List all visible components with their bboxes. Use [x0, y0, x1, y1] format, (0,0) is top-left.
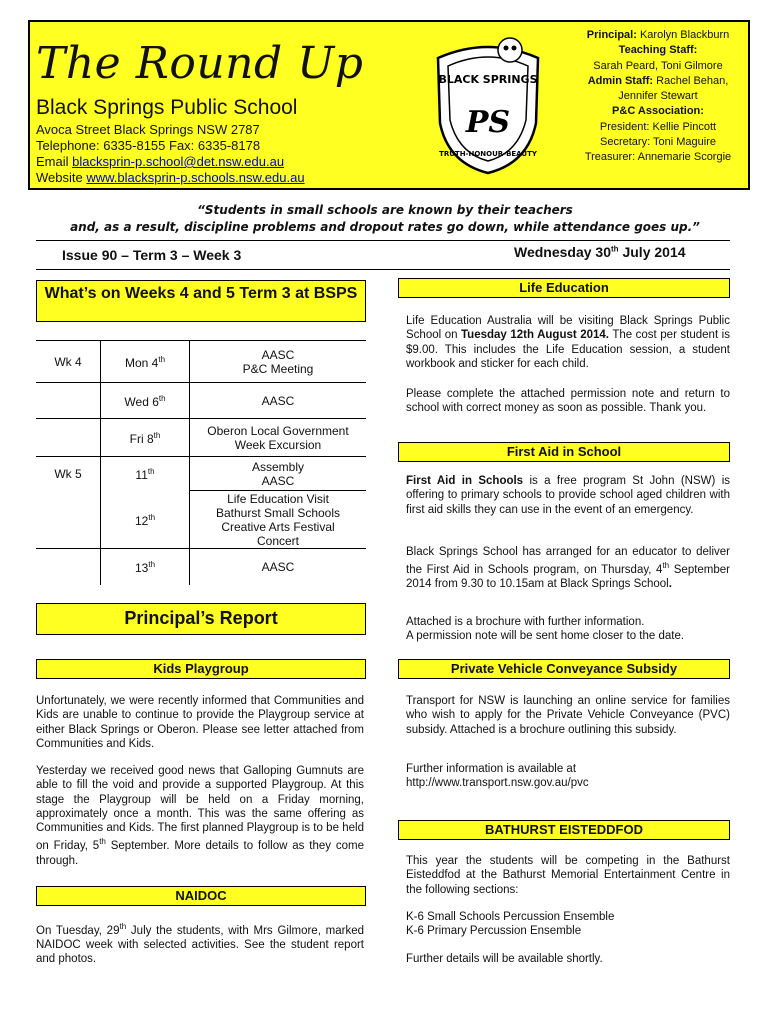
- week-cell: [36, 549, 101, 585]
- first-aid-para-2: Black Springs School has arranged for an educator to deliver the First Aid in Schools program, on Thursday, 4th September 2014 from 9.30 to 10.15am at Black Springs School.: [406, 546, 731, 591]
- events-table: [36, 340, 366, 585]
- event-cell: AASC: [190, 549, 367, 585]
- event-cell: AASC P&C Meeting: [190, 341, 367, 383]
- pc-label: P&C Association:: [612, 105, 704, 118]
- teaching-staff: Sarah Peard, Toni Gilmore: [593, 59, 723, 72]
- school-phone: Telephone: 6335-8155 Fax: 6335-8178: [36, 138, 261, 153]
- life-education-para-2: Please complete the attached permission note and return to school with correct money as soon as possible. Thank you.: [406, 388, 730, 415]
- teaching-label: Teaching Staff:: [618, 44, 698, 57]
- week-cell: Wk 4: [36, 341, 101, 383]
- eisteddfod-item-2: K-6 Primary Percussion Ensemble: [406, 925, 582, 937]
- quote: [40, 202, 730, 236]
- issue-label: Issue 90 – Term 3 – Week 3: [62, 247, 242, 263]
- principal-line: Principal: Karolyn Blackburn: [586, 29, 730, 41]
- school-crest-logo: [418, 28, 558, 178]
- event-cell: Oberon Local Government Week Excursion: [190, 419, 367, 457]
- school-address: Avoca Street Black Springs NSW 2787: [36, 122, 260, 137]
- admin-line: Admin Staff: Rachel Behan, Jennifer Stewart: [587, 74, 729, 103]
- school-website: [36, 170, 305, 186]
- school-email: [36, 154, 284, 170]
- eisteddfod-para-1: This year the students will be competing in the Bathurst Eisteddfod at the Bathurst Memorial Entertainment Centre in the following sections:: [406, 855, 730, 896]
- day-cell: Wed 6th: [101, 383, 190, 419]
- logo-owl-icon: [498, 38, 522, 62]
- table-row: [36, 491, 366, 549]
- eisteddfod-item-1: K-6 Small Schools Percussion Ensemble: [406, 911, 615, 923]
- event-cell: Assembly AASC: [190, 457, 367, 491]
- newsletter-title: The Round Up: [36, 38, 364, 89]
- table-row: [36, 419, 366, 457]
- week-cell: [36, 491, 101, 549]
- pc-treasurer: Treasurer: Annemarie Scorgie: [584, 151, 732, 164]
- eisteddfod-para-2: Further details will be available shortly.: [406, 953, 603, 965]
- first-aid-para-1: First Aid in Schools is a free program St John (NSW) is offering to primary schools to provide school aged children with first aid skills they can use in the event of an emergency.: [406, 475, 730, 516]
- table-row: [36, 549, 366, 585]
- pvc-para-2: Further information is available at: [406, 763, 577, 775]
- event-cell: Life Education Visit Bathurst Small Schools Creative Arts Festival Concert: [190, 491, 367, 549]
- principal-report-heading: Principal’s Report: [36, 603, 366, 635]
- logo-motto: TRUTH-HONOUR-BEAUTY: [439, 150, 537, 158]
- logo-top-text: BLACK SPRINGS: [438, 73, 538, 86]
- quote-line-2: and, as a result, discipline problems and dropout rates go down, while attendance goes up.”: [70, 220, 700, 234]
- pc-secretary: Secretary: Toni Maguire: [600, 136, 716, 149]
- pc-president: President: Kellie Pincott: [599, 120, 717, 133]
- week-cell: Wk 5: [36, 457, 101, 491]
- table-row: [36, 341, 366, 383]
- pvc-heading: Private Vehicle Conveyance Subsidy: [398, 659, 730, 679]
- life-education-para-1: Life Education Australia will be visiting Black Springs Public School on Tuesday 12th August 2014. The cost per student is $9.00. This includes the Life Education session, a student workbook and sticker for each child.: [406, 315, 730, 370]
- email-label: Email: [36, 154, 73, 169]
- day-cell: 13th: [101, 549, 190, 585]
- naidoc-para: On Tuesday, 29th July the students, with Mrs Gilmore, marked NAIDOC week with selected activities. See the student report and photos.: [36, 922, 364, 966]
- email-link[interactable]: blacksprin-p.school@det.nsw.edu.au: [72, 154, 285, 169]
- week-cell: [36, 419, 101, 457]
- table-row: [36, 383, 366, 419]
- playgroup-para-2: Yesterday we received good news that Galloping Gumnuts are able to fill the void and provide a supported Playgroup. At this stage the Playgroup will be held on a Friday morning, approximately once a month. This was the same offering as Communities and Kids. The first planned Playgroup is to be held on Friday, 5th September. More details to follow as they come through.: [36, 765, 364, 867]
- first-aid-heading: First Aid in School: [398, 442, 730, 462]
- first-aid-para-3: Attached is a brochure with further information.: [406, 616, 645, 628]
- day-cell: Fri 8th: [101, 419, 190, 457]
- life-education-heading: Life Education: [398, 278, 730, 298]
- event-cell: AASC: [190, 383, 367, 419]
- day-cell: 11th: [101, 457, 190, 491]
- pvc-para-1: Transport for NSW is launching an online service for families who wish to apply for the Private Vehicle Conveyance (PVC) subsidy. Attached is a brochure outlining this subsidy.: [406, 695, 730, 736]
- day-cell: 12th: [101, 491, 190, 549]
- whats-on-heading: What’s on Weeks 4 and 5 Term 3 at BSPS: [36, 280, 366, 322]
- week-cell: [36, 383, 101, 419]
- staff-list: [578, 28, 738, 166]
- pvc-url[interactable]: http://www.transport.nsw.gov.au/pvc: [406, 777, 589, 789]
- playgroup-para-1: Unfortunately, we were recently informed that Communities and Kids are unable to continue to provide the Playgroup service at either Black Springs or Oberon. Please see letter attached from Communities and Kids.: [36, 695, 364, 750]
- first-aid-para-4: A permission note will be sent home closer to the date.: [406, 630, 685, 642]
- logo-initials: PS: [465, 105, 511, 140]
- table-row: [36, 457, 366, 491]
- quote-line-1: “Students in small schools are known by their teachers: [197, 203, 573, 217]
- website-label: Website: [36, 170, 87, 185]
- school-name: Black Springs Public School: [36, 96, 298, 119]
- issue-date: Wednesday 30th July 2014: [514, 244, 686, 260]
- playgroup-heading: Kids Playgroup: [36, 659, 366, 679]
- day-cell: Mon 4th: [101, 341, 190, 383]
- eisteddfod-heading: BATHURST EISTEDDFOD: [398, 820, 730, 840]
- website-link[interactable]: www.blacksprin-p.schools.nsw.edu.au: [86, 170, 305, 185]
- naidoc-heading: NAIDOC: [36, 886, 366, 906]
